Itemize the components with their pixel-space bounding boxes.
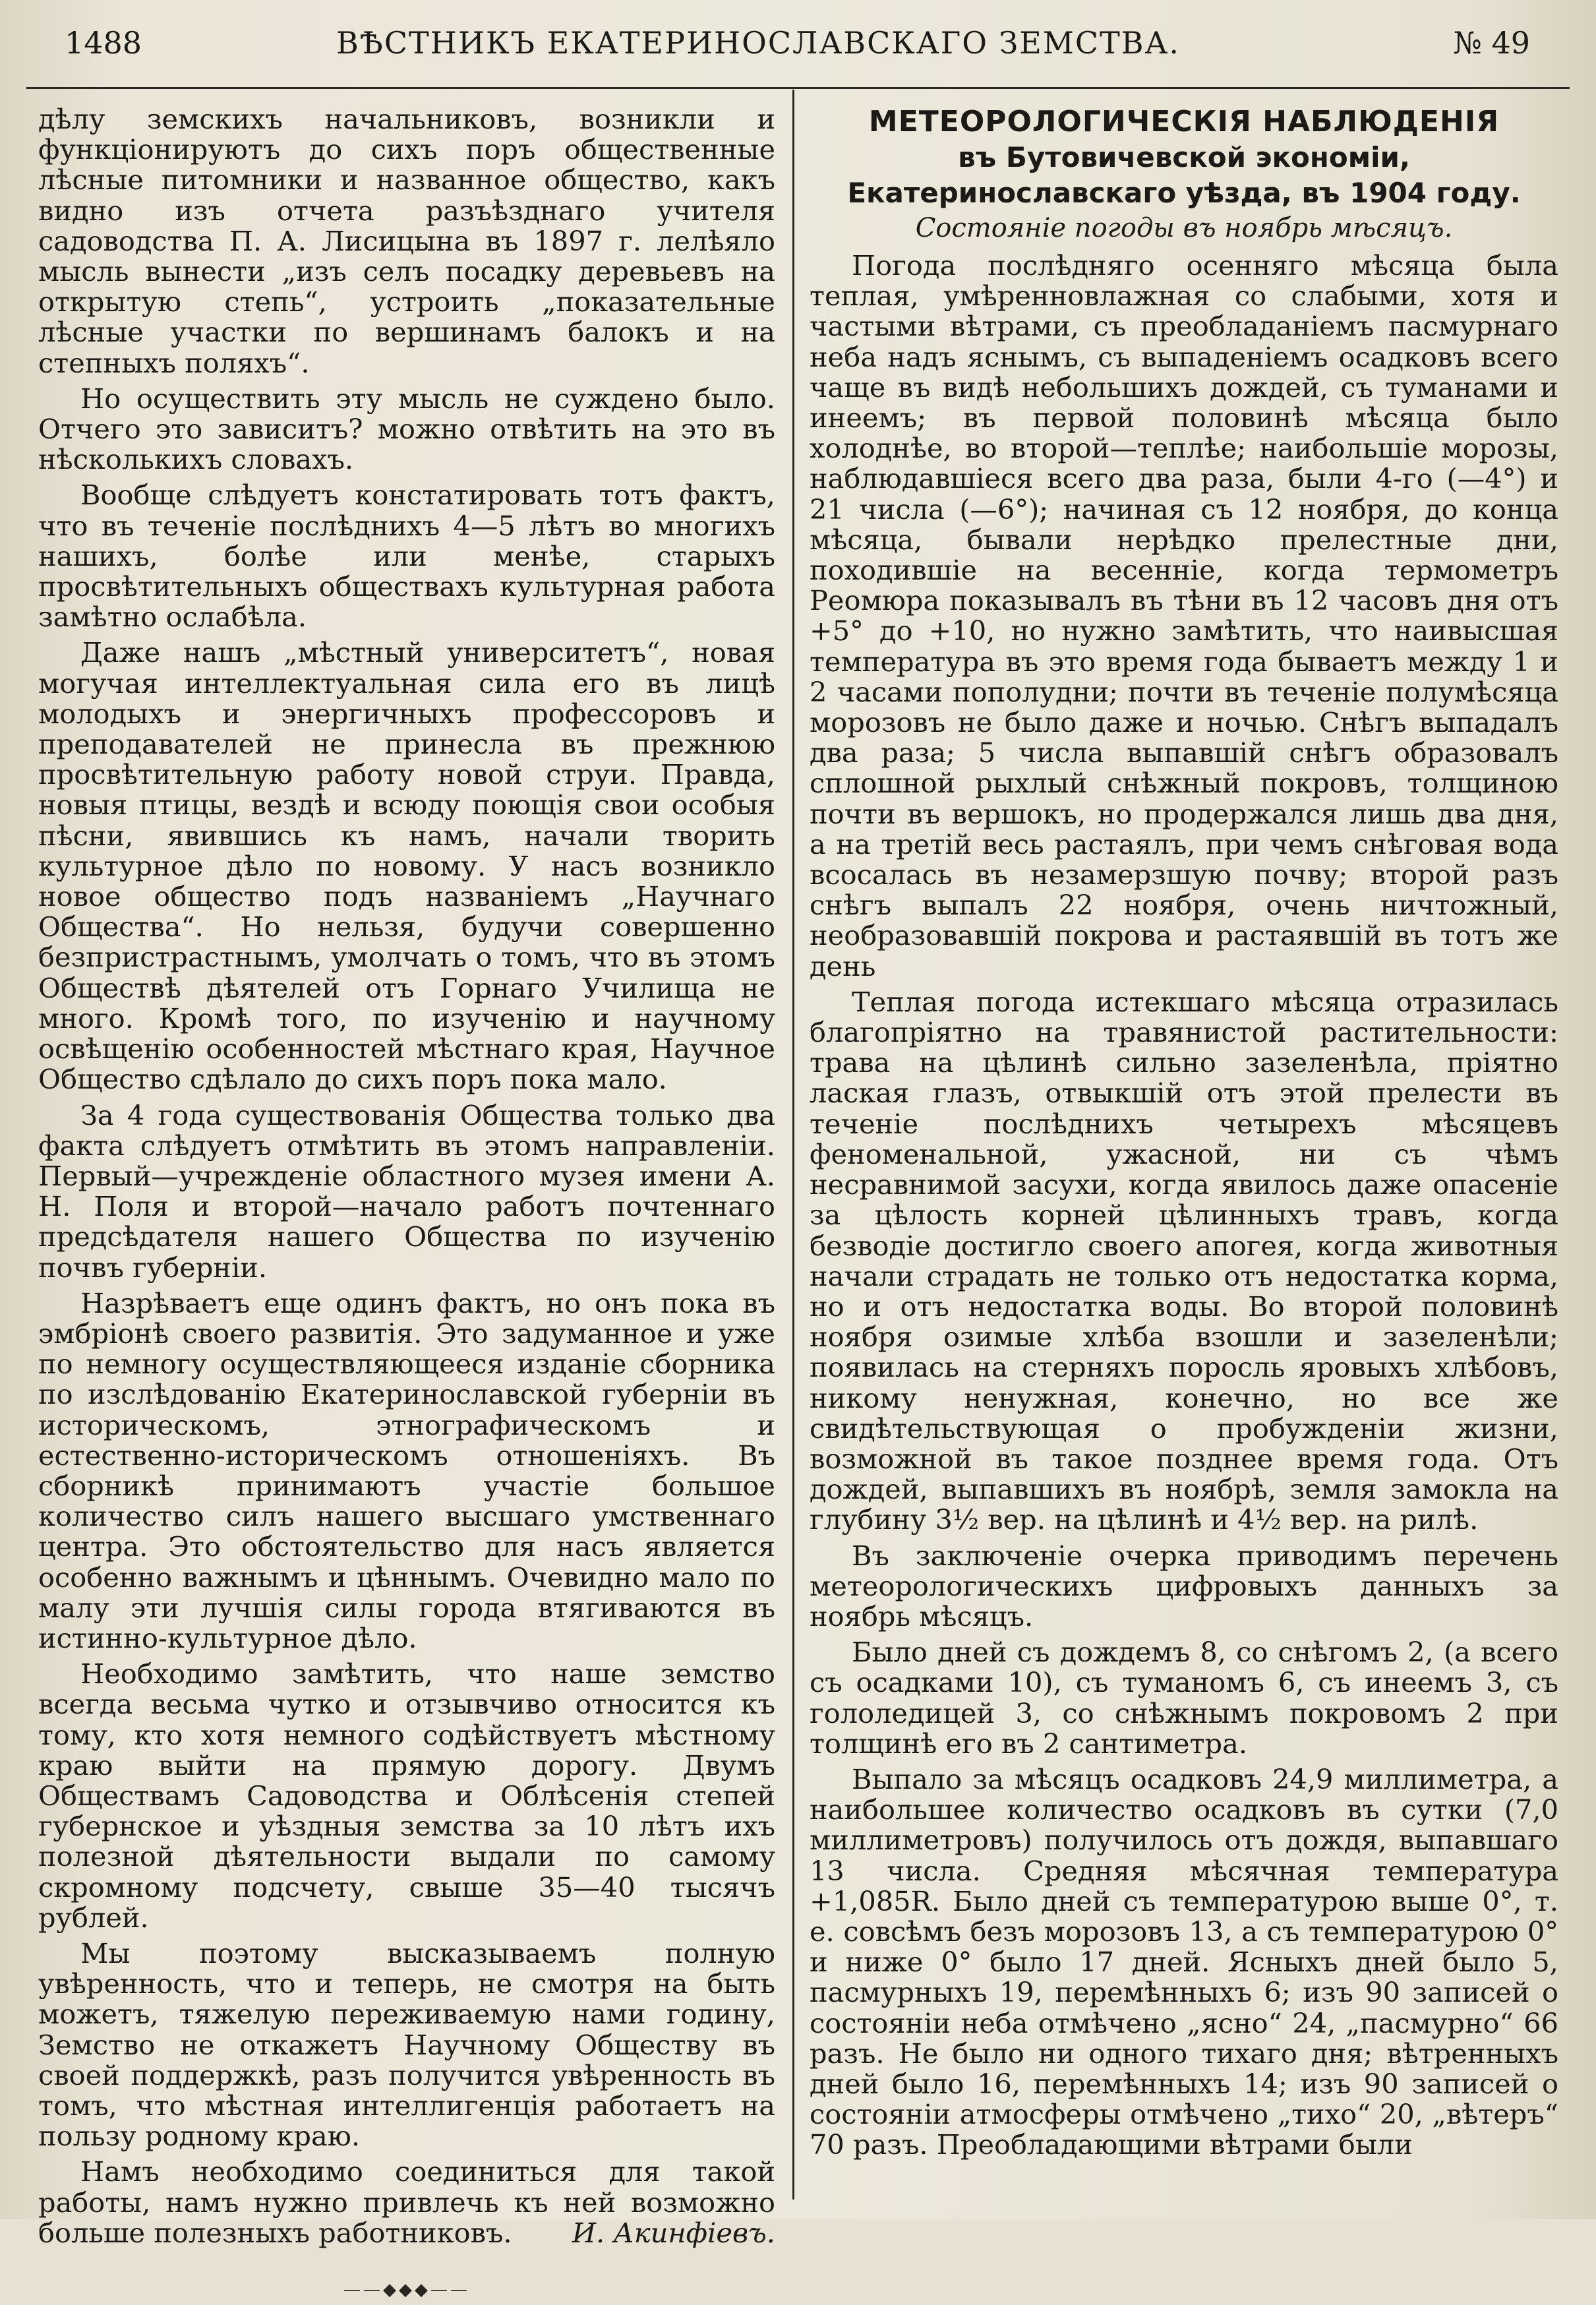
left-paragraph-3: Вообще слѣдуетъ констатировать тотъ фактъ, что въ теченіе послѣднихъ 4—5 лѣтъ во многихъ нашихъ, болѣе или менѣе, старыхъ просвѣтительныхъ обществахъ культурная работа замѣтно ослабѣла. <box>38 479 775 634</box>
article-title: МЕТЕОРОЛОГИЧЕСКІЯ НАБЛЮДЕНІЯ <box>868 105 1500 138</box>
right-paragraph-2: Теплая погода истекшаго мѣсяца отразилась благопріятно на травянистой растительности: трава на цѣлинѣ сильно зазеленѣла, пріятно лаская глазъ, отвыкшій отъ этой прелести въ теченіе послѣднихъ четырехъ мѣсяцевъ феноменальной, ужасной, ни съ чѣмъ несравнимой засухи, когда явилось даже опасеніе за цѣлость корней цѣлинныхъ травъ, когда безводіе достигло своего апогея, когда животныя начали страдать не только отъ недостатка корма, но и отъ недостатка воды. Во второй половинѣ ноября озимые хлѣба взошли и зазеленѣли; появилась на стерняхъ поросль яровыхъ хлѣбовъ, никому ненужная, конечно, но все же свидѣтельствующая о пробужденіи жизни, возможной въ такое позднее время года. Отъ дождей, выпавшихъ въ ноябрѣ, земля замокла на глубину 3½ вер. на цѣлинѣ и 4½ вер. на рилѣ. <box>810 985 1558 1536</box>
right-paragraph-1: Погода послѣдняго осенняго мѣсяца была теплая, умѣренновлажная со слабыми, хотя и частыми вѣтрами, съ преобладаніемъ пасмурнаго неба надъ яснымъ, съ выпаденіемъ осадковъ всего чаще въ видѣ небольшихъ дождей, съ туманами и инеемъ; въ первой половинѣ мѣсяца было холоднѣе, во второй—теплѣе; наибольшіе морозы, наблюдавшіеся всего два раза, были 4-го (—4°) и 21 числа (—6°); начиная съ 12 ноября, до конца мѣсяца, бывали нерѣдко прелестные дни, походившіе на весенніе, когда термометръ Реомюра показывалъ въ тѣни въ 12 часовъ дня отъ +5° до +10, но нужно замѣтить, что наивысшая температура въ это время года бываетъ между 1 и 2 часами пополудни; почти въ теченіе полумѣсяца морозовъ не было даже и ночью. Снѣгъ выпадалъ два раза; 5 числа выпавшій снѣгъ образовалъ сплошной рыхлый снѣжный покровъ, толщиною почти въ вершокъ, но продержался лишь два дня, а на третій весь растаялъ, при чемъ снѣговая вода всосалась въ незамерзшую почву; второй разъ снѣгъ выпалъ 22 ноября, очень ничтожный, необразовавшій покрова и растаявшій въ тотъ же день <box>810 249 1558 982</box>
end-ornament: ——◆◆◆—— <box>343 2280 470 2300</box>
article-subtitle: въ Бутовичевской экономіи, Екатеринославскаго уѣзда, въ 1904 году. <box>847 141 1521 209</box>
left-column <box>38 104 775 2305</box>
section-heading: Состояніе погоды въ ноябрь мѣсяцъ. <box>915 213 1453 243</box>
author-signature: И. Акинфіевъ. <box>572 2216 775 2249</box>
left-paragraph-2: Но осуществить эту мысль не суждено было. Отчего это зависитъ? можно отвѣтить на это въ нѣсколькихъ словахъ. <box>38 382 775 476</box>
left-paragraph-7: Необходимо замѣтить, что наше земство всегда весьма чутко и отзывчиво относится къ тому, кто хотя немного содѣйствуетъ мѣстному краю выйти на прямую дорогу. Двумъ Обществамъ Садоводства и Облѣсенія степей губернское и уѣздныя земства за 10 лѣтъ ихъ полезной дѣятельности выдали по самому скромному подсчету, свыше 35—40 тысячъ рублей. <box>38 1658 775 1934</box>
left-paragraph-1: дѣлу земскихъ начальниковъ, возникли и функціонируютъ до сихъ поръ общественные лѣсные питомники и названное общество, какъ видно изъ отчета разъѣзднаго учителя садоводства П. А. Лисицына въ 1897 г. лелѣяло мысль вынести „изъ селъ посадку деревьевъ на открытую степь“, устроить „показательные лѣсные участки по вершинамъ балокъ и на степныхъ поляхъ“. <box>38 103 775 379</box>
right-paragraph-4: Было дней съ дождемъ 8, со снѣгомъ 2, (а всего съ осадками 10), съ туманомъ 6, съ инеемъ 3, съ гололедицей 3, со снѣжнымъ покровомъ 2 при толщинѣ его въ 2 сантиметра. <box>810 1636 1558 1760</box>
left-paragraph-6: Назрѣваетъ еще одинъ фактъ, но онъ пока въ эмбріонѣ своего развитія. Это задуманное и уже по немногу осуществляющееся изданіе сборника по изслѣдованію Екатеринославской губерніи въ историческомъ, этнографическомъ и естественно-историческомъ отношеніяхъ. Въ сборникѣ принимаютъ участіе большое количество силъ нашего высшаго умственнаго центра. Это обстоятельство для насъ является особенно важнымъ и цѣннымъ. Очевидно мало по малу эти лучшія силы города втягиваются въ истинно-культурное дѣло. <box>38 1286 775 1654</box>
column-divider <box>792 90 794 2200</box>
page-number: 1488 <box>65 25 142 61</box>
closing-text: Намъ необходимо соединиться для такой работы, намъ нужно привлечь къ ней возможно больше полезныхъ работниковъ. <box>38 2155 775 2249</box>
left-paragraph-9 <box>38 2157 775 2248</box>
journal-title: ВѢСТНИКЪ ЕКАТЕРИНОСЛАВСКАГО ЗЕМСТВА. <box>336 25 1181 61</box>
right-column <box>810 104 1558 2161</box>
left-paragraph-8: Мы поэтому высказываемъ полную увѣренность, что и теперь, не смотря на быть можетъ, тяжелую переживаемую нами годину, Земство не откажетъ Научному Обществу въ своей поддержкѣ, разъ получится увѣренность въ томъ, что мѣстная интеллигенція работаетъ на пользу родному краю. <box>38 1936 775 2153</box>
header-rule <box>26 87 1570 89</box>
right-paragraph-3: Въ заключеніе очерка приводимъ перечень метеорологическихъ цифровыхъ данныхъ за ноябрь мѣсяцъ. <box>810 1539 1558 1632</box>
right-paragraph-5: Выпало за мѣсяцъ осадковъ 24,9 миллиметра, а наибольшее количество осадковъ въ сутки (7,0 миллиметровъ) получилось отъ дождя, выпавшаго 13 числа. Средняя мѣсячная температура +1,085R. Было дней съ температурою выше 0°, т. е. совсѣмъ безъ морозовъ 13, а съ температурою 0° и ниже 0° было 17 дней. Ясныхъ дней было 5, пасмурныхъ 19, перемѣнныхъ 6; изъ 90 записей о состояніи неба отмѣчено „ясно“ 24, „пасмурно“ 66 разъ. Не было ни одного тихаго дня; вѣтренныхъ дней было 16, перемѣнныхъ 14; изъ 90 записей о состояніи атмосферы отмѣчено „тихо“ 20, „вѣтеръ“ 70 разъ. Преобладающими вѣтрами были <box>810 1762 1558 2161</box>
running-header <box>26 16 1570 69</box>
issue-number: № 49 <box>1453 25 1530 61</box>
left-paragraph-4: Даже нашъ „мѣстный университетъ“, новая могучая интеллектуальная сила его въ лицѣ молодыхъ и энергичныхъ профессоровъ и преподавателей не принесла въ прежнюю просвѣтительную работу новой струи. Правда, новыя птицы, вездѣ и всюду поющія свои особыя пѣсни, явившись къ намъ, начали творить культурное дѣло по новому. У насъ возникло новое общество подъ названіемъ „Научнаго Общества“. Но нельзя, будучи совершенно безпристрастнымъ, умолчать о томъ, что въ этомъ Обществѣ дѣятелей отъ Горнаго Училища не много. Кромѣ того, по изученію и научному освѣщенію особенностей мѣстнаго края, Научное Общество сдѣлало до сихъ поръ пока мало. <box>38 636 775 1096</box>
left-paragraph-5: За 4 года существованія Общества только два факта слѣдуетъ отмѣтить въ этомъ направленіи. Первый—учрежденіе областного музея имени А. Н. Поля и второй—начало работъ почтеннаго предсѣдателя нашего Общества по изученію почвъ губерніи. <box>38 1098 775 1284</box>
